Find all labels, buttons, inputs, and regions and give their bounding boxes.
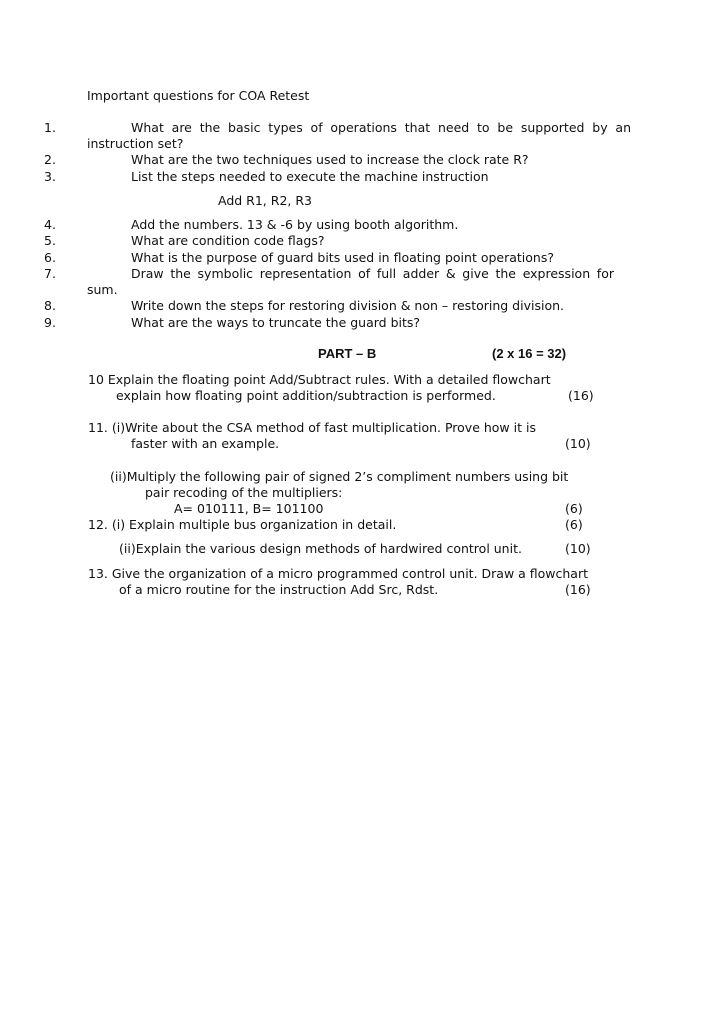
question-number: 8. [44,298,56,313]
question-13-text: 13. Give the organization of a micro programmed control unit. Draw a flowchart [88,566,589,581]
question-11-marks: (10) [565,436,591,451]
question-text: What are condition code flags? [131,233,325,248]
question-text: What is the purpose of guard bits used in floating point operations? [131,250,554,265]
question-12-marks: (6) [565,517,583,532]
question-number: 1. [44,120,56,135]
question-10-text-continued: explain how floating point addition/subtraction is performed. [116,388,496,403]
question-number: 3. [44,169,56,184]
question-text: What are the two techniques used to increase the clock rate R? [131,152,529,167]
question-text: List the steps needed to execute the machine instruction [131,169,489,184]
section-marks: (2 x 16 = 32) [492,346,567,361]
question-11-text: 11. (i)Write about the CSA method of fast multiplication. Prove how it is [88,420,536,435]
question-11-part-ii-marks: (6) [565,501,583,516]
question-number: 6. [44,250,56,265]
question-number: 9. [44,315,56,330]
question-text-continued: instruction set? [87,136,184,151]
question-13-text-continued: of a micro routine for the instruction Add Src, Rdst. [119,582,439,597]
question-13-marks: (16) [565,582,591,597]
question-10-text: 10 Explain the floating point Add/Subtract rules. With a detailed flowchart [88,372,551,387]
question-11-operands: A= 010111, B= 101100 [174,501,324,516]
question-12-text: 12. (i) Explain multiple bus organization in detail. [88,517,397,532]
question-text: Write down the steps for restoring division & non – restoring division. [131,298,564,313]
question-text-continued: sum. [87,282,118,297]
question-11-part-ii: (ii)Multiply the following pair of signed 2’s compliment numbers using bit [110,469,569,484]
question-text: What are the basic types of operations that need to be supported by an [131,120,631,135]
question-text: Draw the symbolic representation of full adder & give the expression for [131,266,614,281]
question-10-marks: (16) [568,388,594,403]
question-number: 7. [44,266,56,281]
question-number: 5. [44,233,56,248]
section-heading: PART – B [318,346,377,361]
question-number: 2. [44,152,56,167]
instruction-example: Add R1, R2, R3 [218,193,312,208]
question-11-part-ii-continued: pair recoding of the multipliers: [145,485,343,500]
document-title: Important questions for COA Retest [87,88,310,103]
question-11-text-continued: faster with an example. [131,436,280,451]
question-text: What are the ways to truncate the guard bits? [131,315,421,330]
question-text: Add the numbers. 13 & -6 by using booth algorithm. [131,217,459,232]
question-number: 4. [44,217,56,232]
question-12-part-ii: (ii)Explain the various design methods of hardwired control unit. [119,541,522,556]
question-12-part-ii-marks: (10) [565,541,591,556]
